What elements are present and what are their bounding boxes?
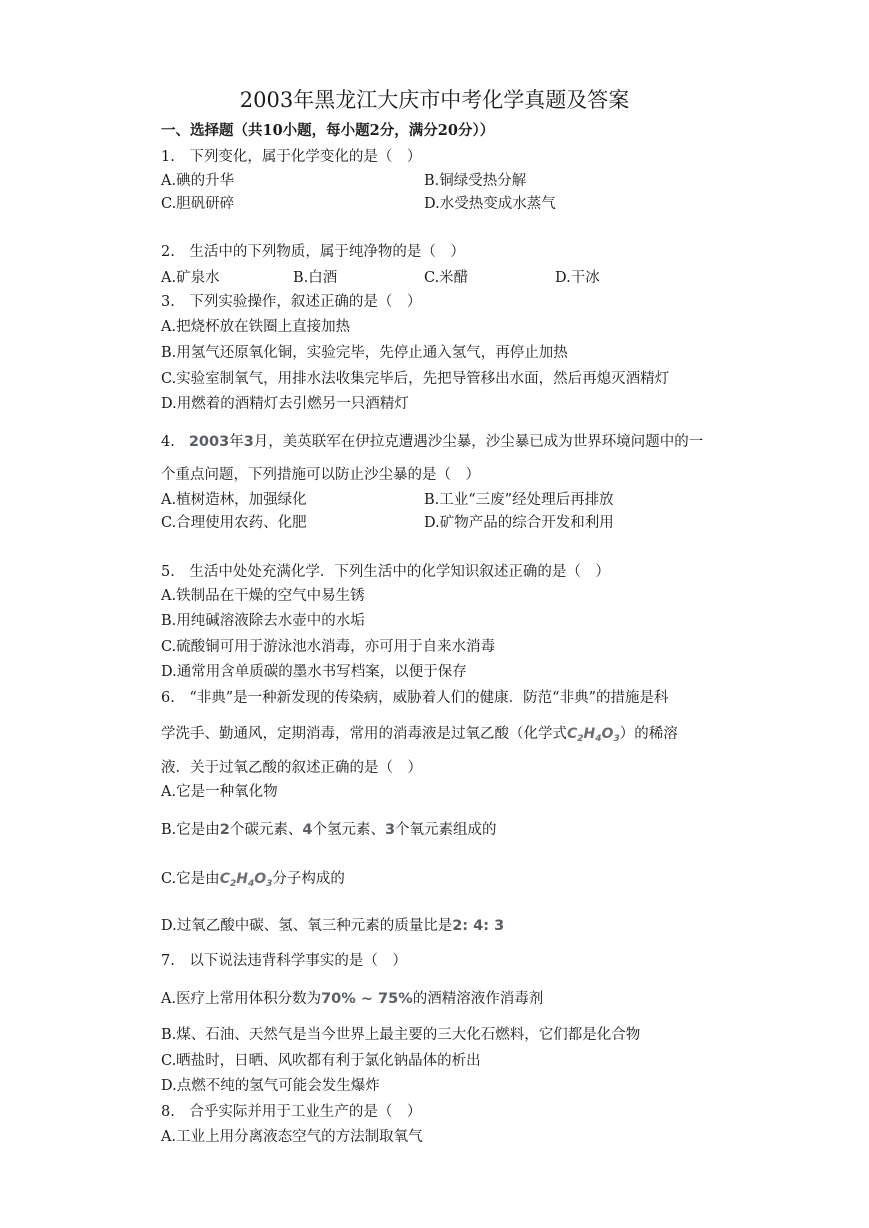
q3-option-b: B.用氢气还原氧化铜，实验完毕，先停止通入氢气，再停止加热 xyxy=(161,345,568,361)
q7-option-c: C.晒盐时，日晒、风吹都有利于氯化钠晶体的析出 xyxy=(161,1053,481,1069)
formula-c-count: 2 xyxy=(577,734,584,744)
q5-option-d: D.通常用含单质碳的墨水书写档案，以便于保存 xyxy=(161,664,467,680)
q3-option-d: D.用燃着的酒精灯去引燃另一只酒精灯 xyxy=(161,396,409,412)
q8-option-a: A.工业上用分离液态空气的方法制取氧气 xyxy=(161,1129,423,1145)
q7-a-post: 的酒精溶液作消毒剂 xyxy=(412,991,544,1007)
q6-line2-pre: 学洗手、勤通风，定期消毒，常用的消毒液是过氧乙酸（化学式 xyxy=(161,726,567,742)
q6-b-num1: 2 xyxy=(219,822,230,838)
q4-month: 3 xyxy=(243,434,254,450)
q2-option-a: A.矿泉水 xyxy=(161,270,220,286)
q6-c-pre: C.它是由 xyxy=(161,871,220,887)
q4-line1 xyxy=(161,432,703,452)
q6-option-c xyxy=(161,869,345,894)
formula-c: C xyxy=(219,871,230,887)
q2-option-b: B.白酒 xyxy=(293,270,338,286)
q3-option-a: A.把烧杯放在铁圈上直接加热 xyxy=(161,319,351,335)
q6-line2-post: ）的稀溶 xyxy=(619,726,678,742)
formula-h-count: 4 xyxy=(247,879,255,889)
q1-option-c: C.胆矾研碎 xyxy=(161,196,235,212)
q1-option-b: B.铜绿受热分解 xyxy=(424,173,527,189)
q6-b-pre: B.它是由 xyxy=(161,822,220,838)
formula-o-count: 3 xyxy=(266,879,273,889)
q6-c-post: 分子构成的 xyxy=(272,871,345,887)
q6-b-num2: 4 xyxy=(302,822,313,838)
formula-c2h4o3-inline xyxy=(220,871,273,887)
q4-year: 2003 xyxy=(188,434,230,450)
q2-option-d: D.干冰 xyxy=(555,270,600,286)
q5-option-a: A.铁制品在干燥的空气中易生锈 xyxy=(161,588,365,604)
q3-stem: 3. 下列实验操作，叙述正确的是（ ） xyxy=(161,294,422,310)
q6-b-post: 个氧元素组成的 xyxy=(395,822,497,838)
q7-stem: 7. 以下说法违背科学事实的是（ ） xyxy=(161,953,407,969)
q6-line3: 液．关于过氧乙酸的叙述正确的是（ ） xyxy=(161,760,422,776)
q5-option-c: C.硫酸铜可用于游泳池水消毒，亦可用于自来水消毒 xyxy=(161,639,496,655)
formula-c-count: 2 xyxy=(229,879,237,889)
q4-option-d: D.矿物产品的综合开发和利用 xyxy=(424,515,614,531)
formula-o: O xyxy=(254,871,267,887)
q6-b-mid2: 个氢元素、 xyxy=(312,822,385,838)
q5-stem: 5. 生活中处处充满化学．下列生活中的化学知识叙述正确的是（ ） xyxy=(161,564,610,580)
q4-option-b: B.工业“三废”经处理后再排放 xyxy=(424,492,614,508)
formula-o-count: 3 xyxy=(613,734,620,744)
q6-line2 xyxy=(161,724,678,749)
q7-a-range: 70% ~ 75% xyxy=(321,991,413,1007)
formula-c: C xyxy=(567,726,578,742)
formula-o: O xyxy=(601,726,614,742)
formula-h: H xyxy=(236,871,248,887)
q6-option-a: A.它是一种氧化物 xyxy=(161,784,278,800)
page-title: 2003年黑龙江大庆市中考化学真题及答案 xyxy=(239,88,630,112)
q6-d-ratio: 2: 4: 3 xyxy=(452,918,505,934)
q6-option-d xyxy=(161,916,504,936)
q7-option-b: B.煤、石油、天然气是当今世界上最主要的三大化石燃料，它们都是化合物 xyxy=(161,1027,641,1043)
q4-option-c: C.合理使用农药、化肥 xyxy=(161,515,307,531)
section-heading: 一、选择题（共10小题，每小题2分，满分20分）） xyxy=(161,122,495,139)
q4-line1-rest: 月，美英联军在伊拉克遭遇沙尘暴，沙尘暴已成为世界环境问题中的一 xyxy=(253,434,704,450)
q7-option-d: D.点燃不纯的氢气可能会发生爆炸 xyxy=(161,1078,380,1094)
q7-a-pre: A.医疗上常用体积分数为 xyxy=(161,991,322,1007)
q1-option-d: D.水受热变成水蒸气 xyxy=(424,196,556,212)
q4-line2: 个重点问题，下列措施可以防止沙尘暴的是（ ） xyxy=(161,467,480,483)
q4-option-a: A.植树造林，加强绿化 xyxy=(161,492,307,508)
q2-stem: 2. 生活中的下列物质，属于纯净物的是（ ） xyxy=(161,244,465,260)
formula-h-count: 4 xyxy=(595,734,602,744)
q6-b-num3: 3 xyxy=(384,822,396,838)
q8-stem: 8. 合乎实际并用于工业生产的是（ ） xyxy=(161,1104,422,1120)
q2-option-c: C.米醋 xyxy=(424,270,469,286)
q6-b-mid1: 个碳元素、 xyxy=(229,822,303,838)
q5-option-b: B.用纯碱溶液除去水壶中的水垢 xyxy=(161,613,365,629)
q6-option-b xyxy=(161,820,497,840)
q6-line1: 6. “非典”是一种新发现的传染病，威胁着人们的健康．防范“非典”的措施是科 xyxy=(161,690,669,706)
q3-option-c: C.实验室制氧气，用排水法收集完毕后，先把导管移出水面，然后再熄灭酒精灯 xyxy=(161,371,670,387)
q4-number: 4. xyxy=(161,434,175,450)
formula-h: H xyxy=(583,726,596,742)
formula-c2h4o3 xyxy=(567,726,620,742)
q4-year-unit: 年 xyxy=(229,434,244,450)
q7-option-a xyxy=(161,989,543,1009)
q1-option-a: A.碘的升华 xyxy=(161,173,235,189)
q6-d-pre: D.过氧乙酸中碳、氢、氧三种元素的质量比是 xyxy=(161,918,453,934)
q1-stem: 1. 下列变化，属于化学变化的是（ ） xyxy=(161,149,422,165)
